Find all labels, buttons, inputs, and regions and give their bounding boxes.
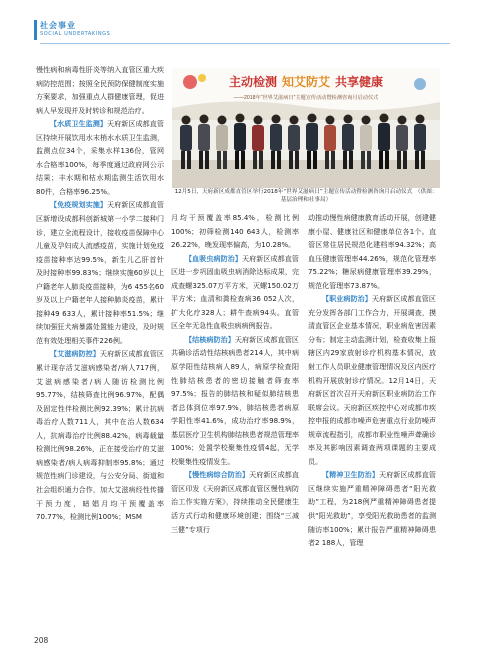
- left-intro-paragraph: 慢性病和病毒性肝炎等纳入直管区重大疾病防控范围；按照全民预防保健制度实施方案要求，加强重点人群健康管理，促进病人早发现并及时转诊和规范治疗。: [36, 65, 164, 115]
- section-title-cn: 社会事业: [40, 21, 76, 30]
- chronic-disease-paragraph: [171, 468, 299, 536]
- mental-health-paragraph: [308, 468, 436, 549]
- banner-slogan-1: 主动检测: [228, 75, 277, 89]
- water-quality-paragraph: [36, 117, 164, 198]
- left-column: [36, 63, 164, 639]
- occupational-disease-paragraph: [308, 292, 436, 468]
- tuberculosis-paragraph: [171, 333, 299, 468]
- photo-caption: 12月5日，天府新区成都直管区举行2018年“世界艾滋病日”主题宣传活动暨检测咨询月启动仪式 （供图：基层治理和社事局）: [174, 189, 438, 203]
- right-continued-paragraph: 动推动慢性病健康教育活动开展，创建健康小屋、健康社区和健康单位各1个。直管区常住居民规范化建档率94.32%；高血压健康管理率44.26%，规范化管理率75.22%；糖尿病健康管理率39.29%，规范化管理率73.87%。: [308, 213, 436, 290]
- aids-control-text: 天府新区成都直管区累计现存活艾滋病感染者/病人717例，艾滋病感染者/病人随访检测比例95.77%，结核筛查比例96.97%，配偶及固定性伴检测比例92.39%；累计抗病毒治疗人数711人，其中在治人数634人，抗病毒治疗比例88.42%，病毒载量检测比例98.26%，正在接受治疗的艾滋病感染者/病人病毒抑制率95.8%；通过规范性病门诊建设，与公安分局、街道和社会组织通力合作，加大艾滋病经性传播干预力度，暗娼月均干预覆盖率70.77%，检测比例100%；MSM: [36, 349, 164, 522]
- page-header: [0, 0, 480, 44]
- schistosomiasis-heading: 【血吸虫病防治】: [185, 253, 243, 263]
- schistosomiasis-paragraph: [171, 252, 299, 333]
- mental-health-text: 天府新区成都直管区继续实施严重精神障碍患者“阳光救助”工程，为218例严重精神障碍患者提供“阳光救助”，享受阳光救助患者的监测随访率100%；累计报告严重精神障碍患者2 188人，管理: [308, 470, 436, 548]
- tuberculosis-heading: 【结核病防治】: [185, 334, 235, 344]
- occupational-disease-heading: 【职业病防治】: [322, 294, 372, 304]
- event-photo: [172, 68, 440, 188]
- banner-slogan-3: 共享健康: [335, 75, 384, 89]
- occupational-disease-text: 天府新区成都直管区充分发挥各部门工作合力，开展调查，摸清直管区企业基本情况，职业病危害因素分布；制定主动监测计划，检查收集上报辖区内29家放射诊疗机构基本情况，放射工作人员职业健康管理情况及区内医疗机构开展放射诊疗情况。12月14日，天府新区首次召开天府新区职业病防治工作联席会议。天府新区疾控中心对成都市疾控申报的成都市噪声危害重点行业防噪声规章流程指引，成都市职业性噪声聋确诊率及其影响因素调查两项课题的主要成员。: [308, 294, 436, 466]
- event-photo-illustration: [172, 68, 440, 188]
- immunization-text: 天府新区成都直管区新增设成都科创新城第一小学二接种门诊，建立全流程设计，接收疫苗保障中心儿童及孕妇成人流感疫苗，实施计划免疫疫苗接种率达99.5%，新生儿乙肝首针及时接种率99.83%；继续实施60岁以上户籍老年人肺炎疫苗接种，为6 455名60岁及以上户籍老年人接种肺炎疫苗，累计接种49 633人，累计接种率51.5%；继续加强狂犬病暴露处置能力建设，及时规范有效处理相关事件226例。: [36, 200, 164, 345]
- immunization-paragraph: [36, 198, 164, 347]
- aids-control-heading: 【艾滋病防控】: [50, 349, 100, 359]
- water-quality-text: 天府新区成都直管区持续开展饮用水末梢水水质卫生监测，监测点位34个，采集水样136份，管网水合格率100%，每季度通过政府网公示结果；丰水期和枯水期监测生活饮用水80件，合格率96.25%。: [36, 119, 164, 196]
- middle-continued-paragraph: 月均干预覆盖率85.4%，检测比例100%；初筛检测140 643人，检测率26.22%，晚发现率偏高，为10.28%。: [171, 213, 299, 250]
- right-column: [308, 211, 436, 634]
- chronic-disease-text: 天府新区成都直管区印发《天府新区成都直管区慢性病防治工作实施方案》，持续推动全民健康生活方式行动和健康环境创建；围绕“三减三健”专项行: [171, 470, 299, 534]
- middle-column: [171, 211, 299, 634]
- section-marker: [34, 20, 37, 40]
- water-quality-heading: 【水质卫生监测】: [50, 119, 108, 129]
- schistosomiasis-text: 天府新区成都直管区进一步巩固血吸虫病消除达标成果，完成查螺325.07万平方米，灭螺150.02万平方米；血清和粪检查病36 052人次，扩大化疗328人；耕牛查病94头。直管区全年无急性血吸虫病病例报告。: [171, 253, 299, 331]
- mental-health-heading: 【精神卫生防治】: [322, 470, 380, 480]
- page-number: 208: [34, 636, 49, 645]
- immunization-heading: 【免疫规划实施】: [50, 200, 108, 210]
- header-divider: [40, 43, 450, 44]
- svg-text:主动检测知艾防艾共享健康: [229, 74, 383, 89]
- banner-subtitle: ——2018年“世界艾滋病日”主题宣传活动暨检测咨询月启动仪式: [233, 95, 379, 101]
- banner-slogan-2: 知艾防艾: [281, 75, 331, 89]
- tuberculosis-text: 天府新区成都直管区共确诊活动性结核病患者214人，其中病原学阳性结核病人89人，病原学检查阳性肺结核患者的密切接触者筛查率97.5%；报告的肺结核和疑似肺结核患者总体到位率97.9%，肺结核患者病原学阳性率41.6%，成功治疗率98.9%，基层医疗卫生机构肺结核患者规范管理率100%；处置学校聚集性疫情4起，无学校聚集性疫情发生。: [171, 334, 299, 466]
- aids-control-paragraph: [36, 347, 164, 523]
- chronic-disease-heading: 【慢性病综合防治】: [185, 470, 250, 480]
- section-title-en: SOCIAL UNDERTAKINGS: [40, 31, 111, 37]
